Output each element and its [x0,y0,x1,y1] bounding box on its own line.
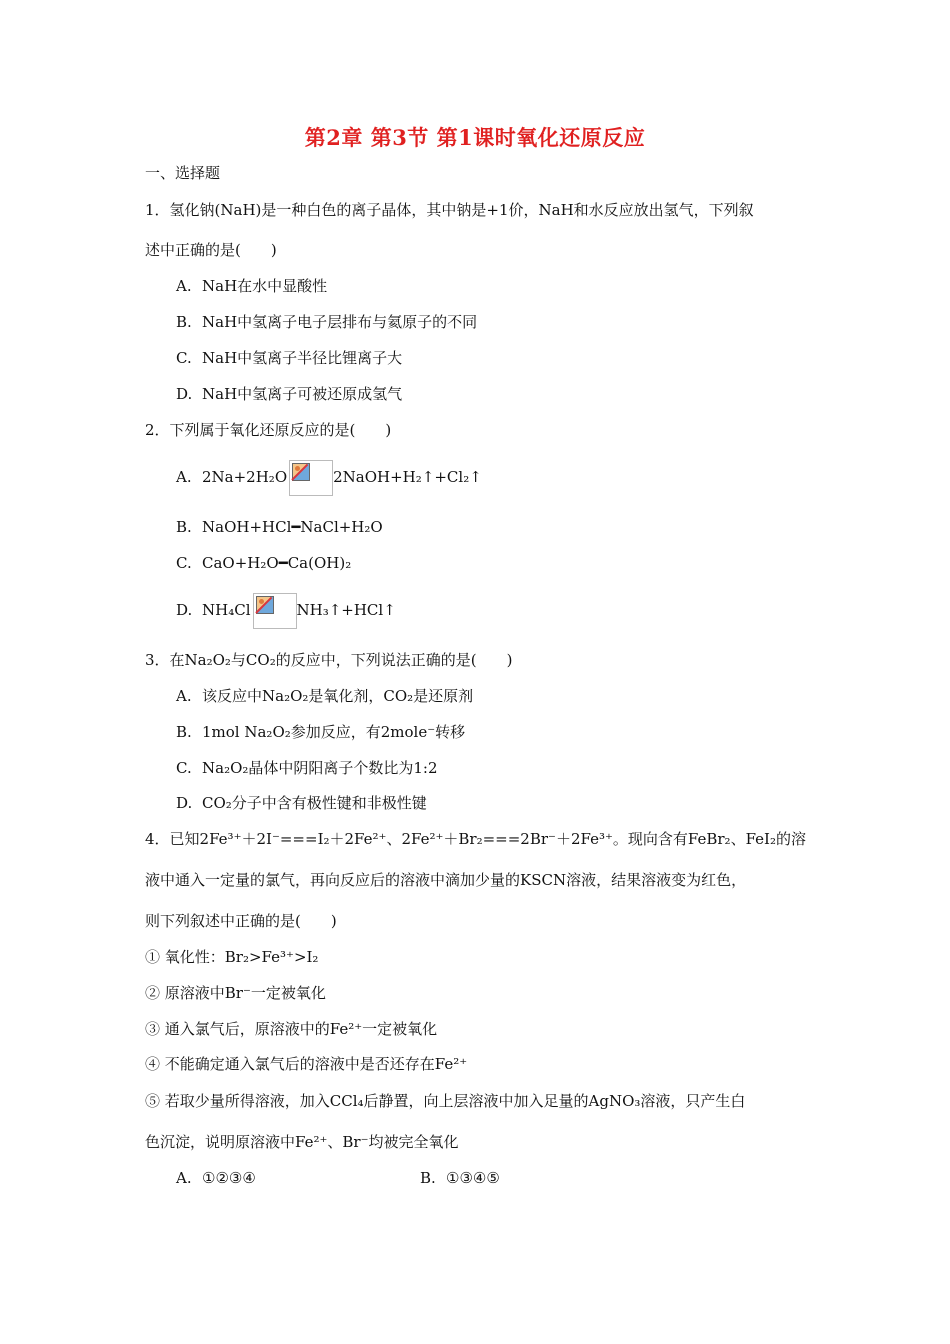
option-text: NaH在水中显酸性 [202,277,328,295]
question-3-option-c [176,758,438,778]
option-key: B. [176,723,192,741]
option-key: B. [176,518,192,536]
option-text: ①③④⑤ [446,1169,500,1187]
option-key: A. [176,468,192,486]
option-text: ①②③④ [202,1169,256,1187]
option-text: 该反应中Na₂O₂是氧化剂，CO₂是还原剂 [202,687,474,705]
question-4-statement-1: ① 氧化性：Br₂>Fe³⁺>I₂ [145,948,319,966]
option-key: A. [176,1169,192,1187]
question-4-stem-line2: 液中通入一定量的氯气，再向反应后的溶液中滴加少量的KSCN溶液，结果溶液变为红色， [145,871,747,889]
question-4-statement-3: ③ 通入氯气后，原溶液中的Fe²⁺一定被氧化 [145,1020,438,1038]
question-3-option-d [176,793,427,813]
option-text: NaH中氢离子可被还原成氢气 [202,385,403,403]
option-text: Na₂O₂晶体中阴阳离子个数比为1:2 [202,759,438,777]
question-2-option-c [176,553,351,573]
option-key: C. [176,554,192,572]
equation-right: 2NaOH+H₂↑+Cl₂↑ [333,468,482,486]
question-1-option-b [176,312,477,332]
question-3-option-a [176,686,473,706]
option-text: CaO+H₂O━Ca(OH)₂ [202,554,352,572]
option-text: NaOH+HCl━NaCl+H₂O [202,518,383,536]
option-key: C. [176,759,192,777]
option-key: B. [420,1169,436,1187]
option-text: NaH中氢离子半径比锂离子大 [202,349,403,367]
question-2-option-a [176,460,482,496]
question-2-option-b [176,517,383,537]
option-text: CO₂分子中含有极性键和非极性键 [202,794,427,812]
page-title: 第2章 第3节 第1课时氧化还原反应 [304,125,646,150]
question-3-option-b [176,722,465,742]
question-3-stem: 3．在Na₂O₂与CO₂的反应中，下列说法正确的是( ) [145,651,513,669]
question-4-stem-line1: 4．已知2Fe³⁺＋2I⁻===I₂＋2Fe²⁺、2Fe²⁺＋Br₂===2Br⁻＋2Fe³⁺。现向含有FeBr₂、FeI₂的溶 [145,830,806,848]
option-key: B. [176,313,192,331]
equation-left: 2Na+2H₂O [202,468,288,486]
question-1-stem-line2: 述中正确的是( ) [145,241,277,259]
question-2-stem: 2．下列属于氧化还原反应的是( ) [145,421,392,439]
option-key: D. [176,385,193,403]
broken-image-icon [253,593,297,629]
section-heading: 一、选择题 [145,164,221,182]
question-1-stem-line1: 1．氢化钠(NaH)是一种白色的离子晶体，其中钠是+1价，NaH和水反应放出氢气，下列叙 [145,201,754,219]
question-4-statement-5-cont: 色沉淀，说明原溶液中Fe²⁺、Br⁻均被完全氧化 [145,1133,459,1151]
option-key: A. [176,277,192,295]
question-1-option-d [176,384,402,404]
option-text: NaH中氢离子电子层排布与氦原子的不同 [202,313,478,331]
question-4-option-a [176,1168,256,1188]
equation-right: NH₃↑+HCl↑ [296,601,396,619]
option-key: A. [176,687,192,705]
option-key: D. [176,794,193,812]
equation-left: NH₄Cl [202,601,251,619]
question-4-statement-2: ② 原溶液中Br⁻一定被氧化 [145,984,326,1002]
question-1-option-a [176,276,327,296]
broken-image-icon [289,460,333,496]
option-key: D. [176,601,193,619]
option-key: C. [176,349,192,367]
question-4-statement-5: ⑤ 若取少量所得溶液，加入CCl₄后静置，向上层溶液中加入足量的AgNO₃溶液，只产生白 [145,1092,746,1110]
question-4-stem-line3: 则下列叙述中正确的是( ) [145,912,337,930]
question-2-option-d [176,593,396,629]
question-4-option-b [420,1168,500,1188]
question-4-statement-4: ④ 不能确定通入氯气后的溶液中是否还存在Fe²⁺ [145,1055,468,1073]
question-1-option-c [176,348,402,368]
option-text: 1mol Na₂O₂参加反应，有2mole⁻转移 [202,723,466,741]
